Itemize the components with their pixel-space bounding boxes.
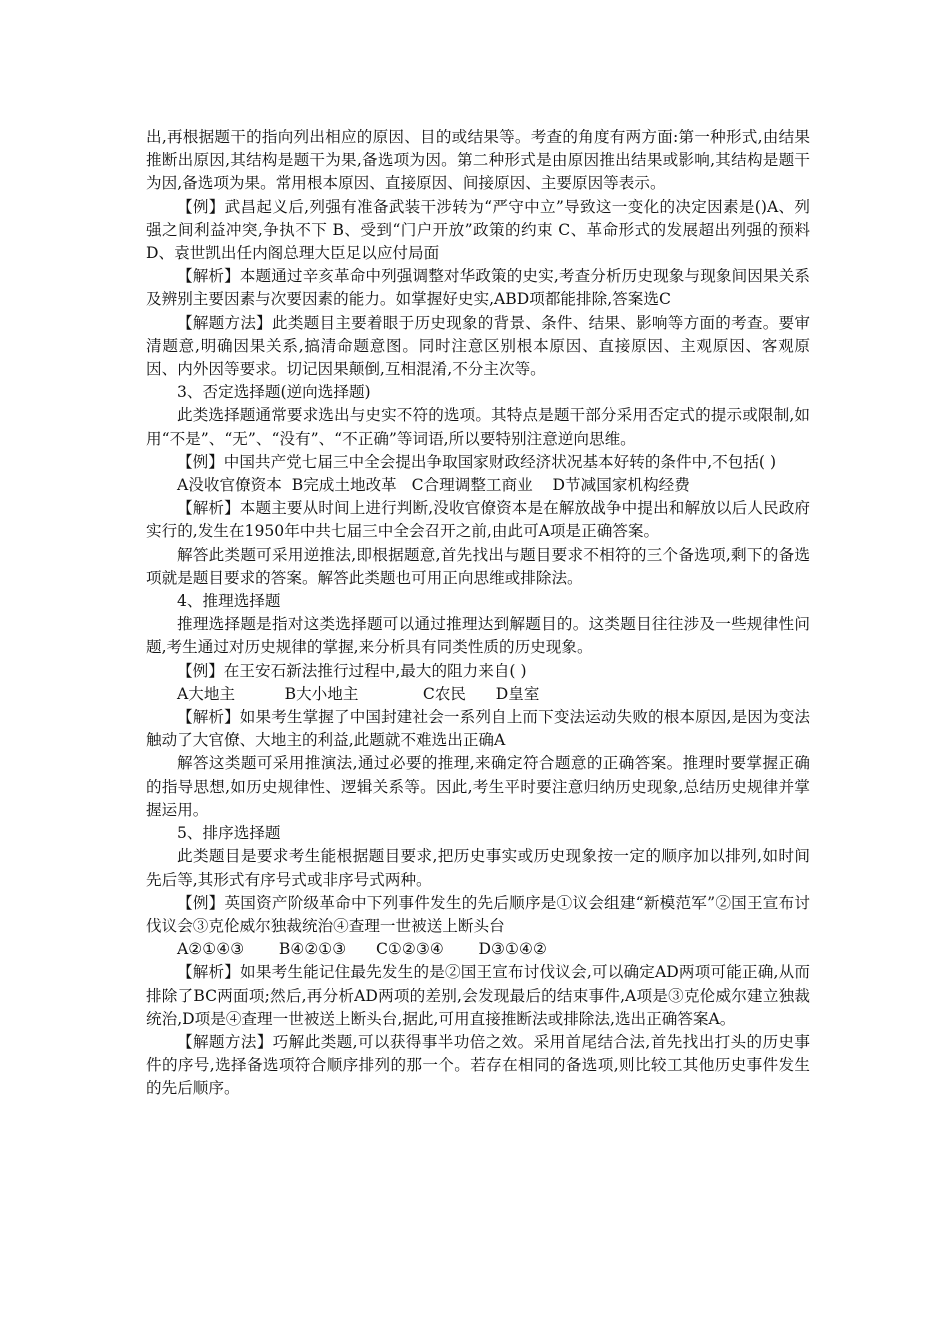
paragraph-analysis-english-revolution: 【解析】如果考生能记住最先发生的是②国王宣布讨伐议会,可以确定AD两项可能正确,从而排除了BC两面项;然后,再分析AD两项的差别,会发现最后的结束事件,A项是③克伦威尔建立独裁统治,D项是④查理一世被送上断头台,据此,可用直接推断法或排除法,选出正确答案A。 bbox=[146, 963, 810, 1028]
paragraph-method-ordering: 【解题方法】巧解此类题,可以获得事半功倍之效。采用首尾结合法,首先找出打头的历史事件的序号,选择备选项符合顺序排列的那一个。若存在相同的备选项,则比较工其他历史事件发生的先后顺序。 bbox=[146, 1032, 810, 1098]
paragraph-negative-desc: 此类选择题通常要求选出与史实不符的选项。其特点是题干部分采用否定式的提示或限制,如用“不是”、“无”、“没有”、“不正确”等词语,所以要特别注意逆向思维。 bbox=[146, 406, 810, 448]
paragraph-analysis-wanganshi: 【解析】如果考生掌握了中国封建社会一系列自上而下变法运动失败的根本原因,是因为变法触动了大官僚、大地主的利益,此题就不难选出正确A bbox=[146, 708, 810, 750]
paragraph-method-reverse: 解答此类题可采用逆推法,即根据题意,首先找出与题目要求不相符的三个备选项,剩下的备选项就是题目要求的答案。解答此类题也可用正向思维或排除法。 bbox=[146, 545, 810, 587]
paragraph-options-wanganshi: A大地主 B大小地主 C农民 D皇室 bbox=[177, 684, 540, 703]
document-body bbox=[146, 126, 810, 1101]
paragraph-analysis-wuchang: 【解析】本题通过辛亥革命中列强调整对华政策的史实,考查分析历史现象与现象间因果关系及辨别主要因素与次要因素的能力。如掌握好史实,ABD项都能排除,答案选C bbox=[146, 267, 810, 309]
paragraph-intro-continued: 出,再根据题干的指向列出相应的原因、目的或结果等。考查的角度有两方面:第一种形式,由结果推断出原因,其结构是题干为果,备选项为因。第二种形式是由原因推出结果或影响,其结构是题干为因,备选项为果。常用根本原因、直接原因、间接原因、主要原因等表示。 bbox=[146, 128, 810, 193]
paragraph-method-causal: 【解题方法】此类题目主要着眼于历史现象的背景、条件、结果、影响等方面的考查。要审清题意,明确因果关系,搞清命题意图。同时注意区别根本原因、直接原因、主观原因、客观原因、内外因等要求。切记因果颠倒,互相混淆,不分主次等。 bbox=[146, 313, 810, 379]
paragraph-example-plenum: 【例】中国共产党七届三中全会提出争取国家财政经济状况基本好转的条件中,不包括( ) bbox=[177, 452, 777, 471]
paragraph-options-english-revolution: A②①④③ B④②①③ C①②③④ D③①④② bbox=[177, 940, 547, 959]
paragraph-example-wanganshi: 【例】在王安石新法推行过程中,最大的阻力来自( ) bbox=[177, 661, 527, 680]
paragraph-example-english-revolution: 【例】英国资产阶级革命中下列事件发生的先后顺序是①议会组建“新模范军”②国王宣布讨伐议会③克伦威尔独裁统治④查理一世被送上断头台 bbox=[146, 893, 810, 935]
paragraph-analysis-plenum: 【解析】本题主要从时间上进行判断,没收官僚资本是在解放战争中提出和解放以后人民政府实行的,发生在1950年中共七届三中全会召开之前,由此可A项是正确答案。 bbox=[146, 499, 810, 541]
paragraph-example-wuchang: 【例】武昌起义后,列强有准备武装干涉转为“严守中立”导致这一变化的决定因素是()A、列强之间利益冲突,争执不下 B、受到“门户开放”政策的约束 C、革命形式的发展超出列强的预料 D、袁世凯出任内阁总理大臣足以应付局面 bbox=[146, 197, 810, 263]
section-heading-inference: 4、推理选择题 bbox=[177, 592, 281, 611]
section-heading-ordering: 5、排序选择题 bbox=[177, 824, 281, 843]
section-heading-negative: 3、否定选择题(逆向选择题) bbox=[177, 383, 371, 402]
paragraph-inference-desc: 推理选择题是指对这类选择题可以通过推理达到解题目的。这类题目往往涉及一些规律性问题,考生通过对历史规律的掌握,来分析具有同类性质的历史现象。 bbox=[146, 615, 810, 657]
paragraph-ordering-desc: 此类题目是要求考生能根据题目要求,把历史事实或历史现象按一定的顺序加以排列,如时间先后等,其形式有序号式或非序号式两种。 bbox=[146, 847, 810, 889]
paragraph-method-deduction: 解答这类题可采用推演法,通过必要的推理,来确定符合题意的正确答案。推理时要掌握正确的指导思想,如历史规律性、逻辑关系等。因此,考生平时要注意归纳历史现象,总结历史规律并掌握运用。 bbox=[146, 754, 810, 819]
paragraph-options-plenum: A没收官僚资本 B完成土地改革 C合理调整工商业 D节减国家机构经费 bbox=[177, 476, 690, 495]
